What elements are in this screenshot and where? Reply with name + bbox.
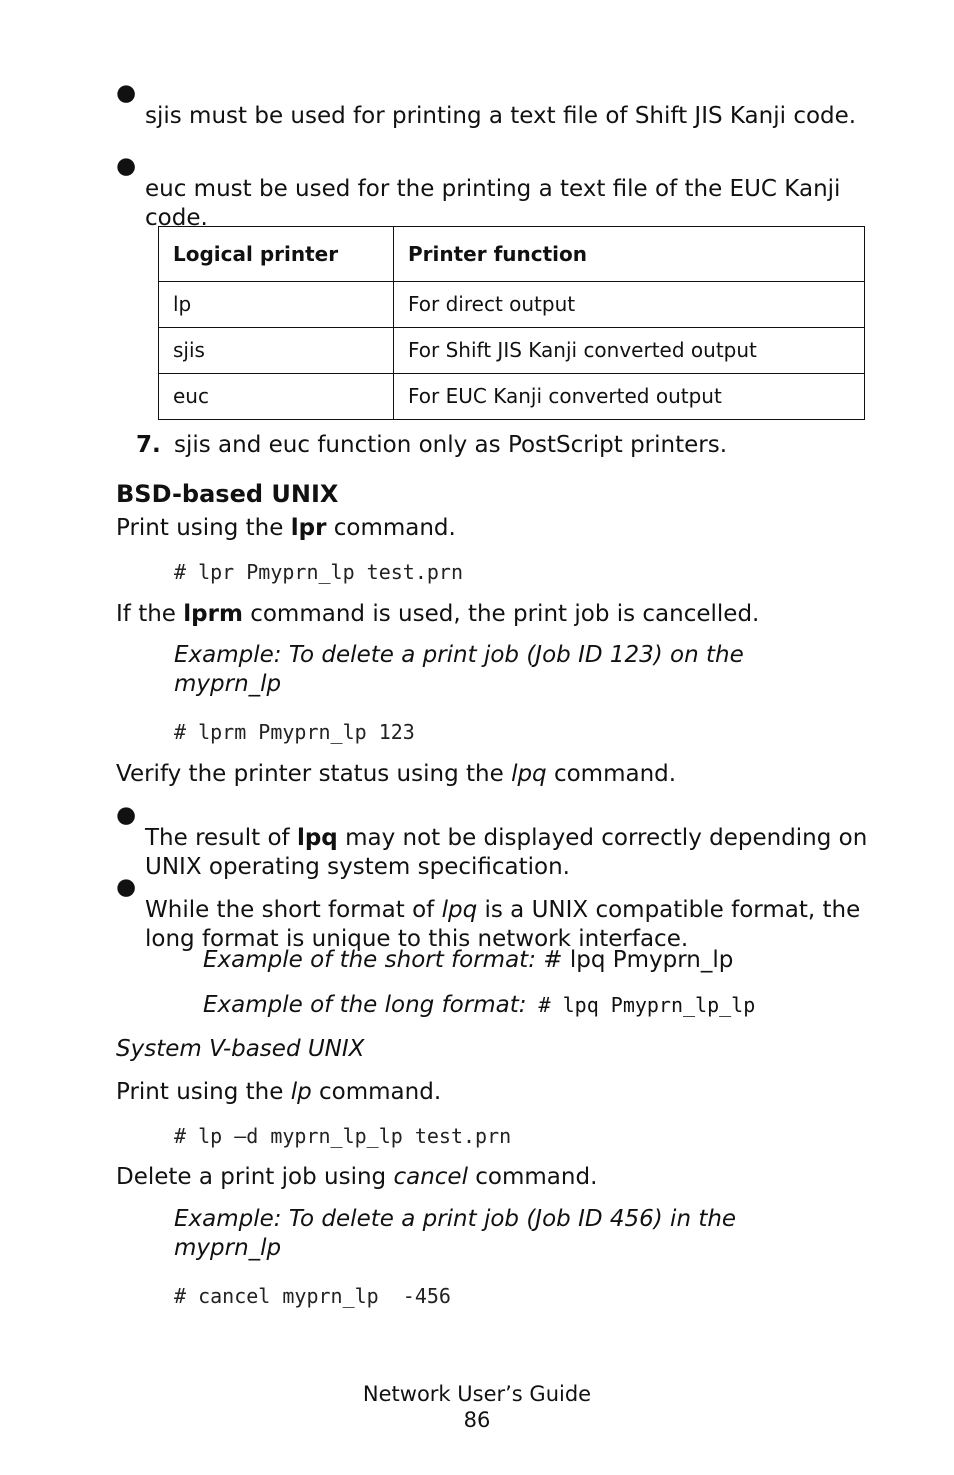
example-delete-123: Example: To delete a print job (Job ID 123) on the myprn_lp: [174, 642, 744, 697]
table-row: [159, 328, 865, 374]
code-lp: # lp –d myprn_lp_lp test.prn: [174, 1124, 512, 1148]
table-header-row: [159, 227, 865, 282]
bullet-text-sjis: sjis must be used for printing a text file of Shift JIS Kanji code.: [145, 103, 857, 129]
bullet-text-lpq-format: While the short format of lpq is a UNIX compatible format, the long format is unique to this network interface.: [145, 897, 861, 952]
sysv-print-line: Print using the lp command.: [116, 1079, 442, 1105]
table-row: [159, 374, 865, 420]
example-short-format: Example of the short format: # lpq Pmyprn_lp: [203, 947, 734, 973]
bsd-verify-line: Verify the printer status using the lpq command.: [116, 761, 677, 787]
section-heading-sysv: System V-based UNIX: [116, 1036, 365, 1062]
bullet-text-lpq-result: The result of lpq may not be displayed correctly depending on UNIX operating system specification.: [145, 825, 868, 880]
command-lp: lp: [290, 1079, 312, 1105]
sysv-delete-line: Delete a print job using cancel command.: [116, 1164, 598, 1190]
example-long-format: Example of the long format: # lpq Pmyprn_lp_lp: [203, 992, 756, 1018]
note-number: 7.: [136, 432, 161, 458]
table-cell: euc: [159, 374, 394, 420]
table-header-cell: Logical printer: [159, 227, 394, 282]
bsd-lprm-line: If the lprm command is used, the print job is cancelled.: [116, 601, 760, 627]
bullet-text-euc: euc must be used for the printing a text file of the EUC Kanji code.: [145, 176, 841, 231]
table-row: [159, 282, 865, 328]
code-cancel: # cancel myprn_lp -456: [174, 1284, 451, 1308]
table-cell: For Shift JIS Kanji converted output: [394, 328, 865, 374]
bullet-dot: ●: [116, 874, 137, 900]
table-cell: sjis: [159, 328, 394, 374]
command-lpr: lpr: [290, 515, 327, 541]
command-cancel: cancel: [393, 1164, 468, 1190]
section-heading-bsd: BSD-based UNIX: [116, 480, 339, 508]
footer-title: Network User’s Guide: [362, 1382, 592, 1406]
bullet-dot: ●: [116, 802, 137, 828]
command-lpq: lpq: [511, 761, 547, 787]
table-header-cell: Printer function: [394, 227, 865, 282]
example-delete-456: Example: To delete a print job (Job ID 456) in the myprn_lp: [174, 1206, 737, 1261]
bsd-print-line: Print using the lpr command.: [116, 515, 456, 541]
command-lprm: lprm: [183, 601, 243, 627]
code-lprm: # lprm Pmyprn_lp 123: [174, 720, 415, 744]
table-cell: lp: [159, 282, 394, 328]
code-lpr: # lpr Pmyprn_lp test.prn: [174, 560, 463, 584]
bullet-dot: ●: [116, 153, 137, 179]
table-cell: For direct output: [394, 282, 865, 328]
page-number: 86: [463, 1408, 491, 1432]
bullet-dot: ●: [116, 80, 137, 106]
logical-printer-table: [158, 226, 865, 420]
note-text: sjis and euc function only as PostScript printers.: [174, 432, 728, 458]
table-cell: For EUC Kanji converted output: [394, 374, 865, 420]
